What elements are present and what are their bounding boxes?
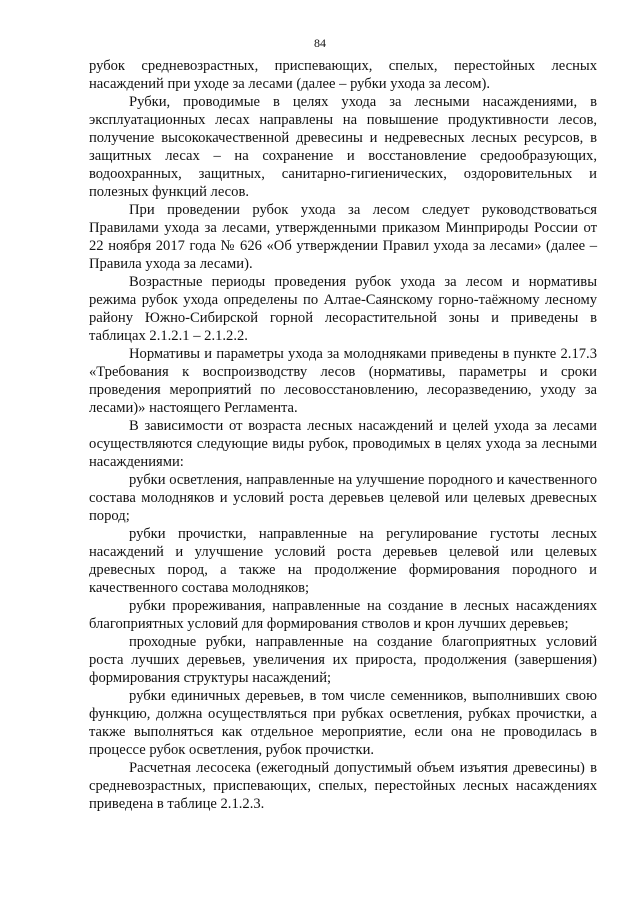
- paragraph-annual-allowable-cut: Расчетная лесосека (ежегодный допустимый объем изъятия древесины) в средневозрастных, приспевающих, спелых, перестойных лесных насаждениях приведена в таблице 2.1.2.3.: [89, 760, 597, 812]
- list-item-cleaning: рубки прочистки, направленные на регулирование густоты лесных насаждений и улучшение условий роста деревьев целевой или целевых древесных пород, а также на продолжение формирования породного и качественного состава молодняков;: [89, 526, 597, 596]
- paragraph-young-stands: Нормативы и параметры ухода за молодняками приведены в пункте 2.17.3 «Требования к воспроизводству лесов (нормативы, параметры и сроки проведения мероприятий по лесовосстановлению, лесоразведению, уходу за лесами)» настоящего Регламента.: [89, 346, 597, 416]
- list-item-thinning: рубки прореживания, направленные на создание в лесных насаждениях благоприятных условий для формирования стволов и крон лучших деревьев;: [89, 598, 597, 632]
- paragraph-purpose: Рубки, проводимые в целях ухода за лесными насаждениями, в эксплуатационных лесах направлены на повышение продуктивности лесов, получение высококачественной древесины и недревесных лесных ресурсов, в защитных лесах – на сохранение и восстановление средообразующих, водоохранных, защитных, санитарно-гигиенических, оздоровительных и полезных функций лесов.: [89, 94, 597, 200]
- paragraph-continuation: рубок средневозрастных, приспевающих, спелых, перестойных лесных насаждений при уходе за лесами (далее – рубки ухода за лесом).: [89, 58, 597, 92]
- body-text: [89, 57, 597, 813]
- page-number: 84: [314, 36, 326, 50]
- list-item-single-trees: рубки единичных деревьев, в том числе семенников, выполнивших свою функцию, должна осуществляться при рубках осветления, рубках прочистки, а также выполняться как отдельное мероприятие, если она не проводилась в процессе рубок осветления, рубок прочистки.: [89, 688, 597, 758]
- list-item-passage-cutting: проходные рубки, направленные на создание благоприятных условий роста лучших деревьев, увеличения их прироста, продолжения (завершения) формирования структуры насаждений;: [89, 634, 597, 686]
- paragraph-age-periods: Возрастные периоды проведения рубок ухода за лесом и нормативы режима рубок ухода определены по Алтае-Саянскому горно-таёжному лесному району Южно-Сибирской горной лесорастительной зоны и приведены в таблицах 2.1.2.1 – 2.1.2.2.: [89, 274, 597, 344]
- list-item-clarification: рубки осветления, направленные на улучшение породного и качественного состава молодняков и условий роста деревьев целевой или целевых древесных пород;: [89, 472, 597, 524]
- paragraph-cutting-types-intro: В зависимости от возраста лесных насаждений и целей ухода за лесами осуществляются следующие виды рубок, проводимых в целях ухода за лесными насаждениями:: [89, 418, 597, 470]
- paragraph-rules-reference: При проведении рубок ухода за лесом следует руководствоваться Правилами ухода за лесами, утвержденными приказом Минприроды России от 22 ноября 2017 года № 626 «Об утверждении Правил ухода за лесами» (далее – Правила ухода за лесами).: [89, 202, 597, 272]
